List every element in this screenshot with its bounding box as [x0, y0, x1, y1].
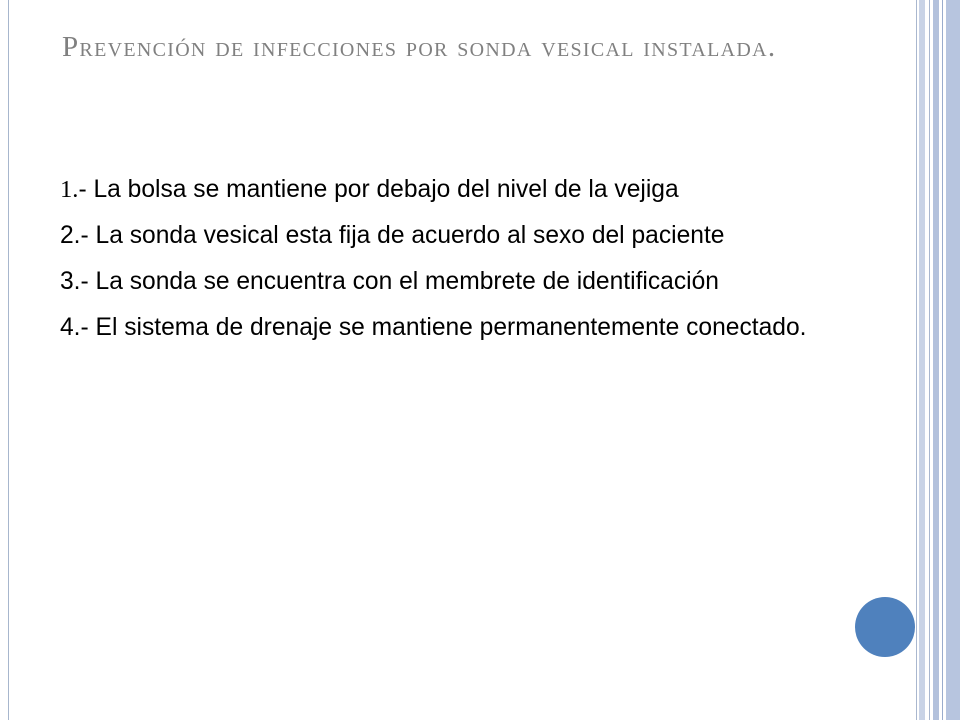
stripe-band — [933, 0, 939, 720]
list-item — [60, 218, 830, 253]
stripe-line — [942, 0, 943, 720]
stripe-band — [946, 0, 960, 720]
right-decorative-stripes — [916, 0, 960, 720]
left-border-line — [8, 0, 9, 720]
item-text: - La sonda se encuentra con el membrete de identificación — [80, 268, 719, 295]
slide-title: Prevención de infecciones por sonda vesical instalada. — [62, 31, 777, 63]
item-text: - La sonda vesical esta fija de acuerdo al sexo del paciente — [80, 222, 725, 249]
stripe-line — [929, 0, 930, 720]
item-number: 3. — [60, 268, 81, 295]
list-item — [60, 172, 830, 207]
item-text: - El sistema de drenaje se mantiene permanentemente conectado. — [80, 314, 807, 341]
item-number: 4. — [60, 314, 81, 341]
decorative-circle — [855, 597, 915, 657]
list-item — [60, 264, 830, 299]
item-text: - La bolsa se mantiene por debajo del nivel de la vejiga — [78, 176, 679, 203]
stripe-line — [916, 0, 917, 720]
content-list — [60, 172, 830, 356]
stripe-band — [919, 0, 925, 720]
item-number: 1. — [60, 176, 79, 203]
item-number: 2. — [60, 222, 81, 249]
list-item — [60, 310, 830, 345]
